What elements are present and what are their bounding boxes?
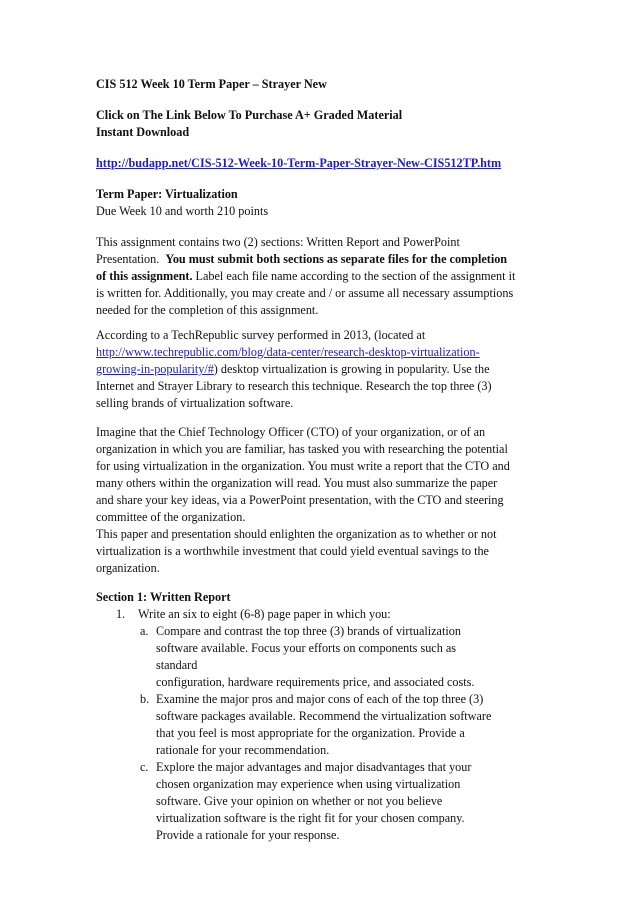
paragraph-imagine bbox=[96, 424, 542, 526]
para1-line: is written for. Additionally, you may create and / or assume all necessary assumptions bbox=[96, 286, 514, 300]
sub-line: software packages available. Recommend the virtualization software bbox=[156, 709, 492, 723]
purchase-line-1: Click on The Link Below To Purchase A+ Graded Material bbox=[96, 108, 403, 122]
section1-heading: Section 1: Written Report bbox=[96, 590, 231, 604]
document-title: CIS 512 Week 10 Term Paper – Strayer New bbox=[96, 77, 327, 91]
para1-text: Label each file name according to the section of the assignment it bbox=[195, 269, 516, 283]
para1-text: Presentation. bbox=[96, 252, 160, 266]
sub-item-b bbox=[140, 691, 496, 759]
para1-line bbox=[96, 251, 542, 268]
techrepublic-link[interactable]: http://www.techrepublic.com/blog/data-center/research-desktop-virtualization- bbox=[96, 345, 480, 359]
due-line: Due Week 10 and worth 210 points bbox=[96, 204, 269, 218]
para1-line: This assignment contains two (2) sections: Written Report and PowerPoint bbox=[96, 235, 460, 249]
para3-line: committee of the organization. bbox=[96, 510, 246, 524]
sub-line: Explore the major advantages and major disadvantages that your bbox=[156, 760, 472, 774]
para1-line: needed for the completion of this assignment. bbox=[96, 303, 319, 317]
sub-letter: c. bbox=[140, 760, 149, 774]
para4-line: This paper and presentation should enlighten the organization as to whether or not bbox=[96, 527, 497, 541]
sub-line: rationale for your recommendation. bbox=[156, 743, 330, 757]
para2-line: selling brands of virtualization software. bbox=[96, 396, 294, 410]
para2-line bbox=[96, 361, 542, 378]
para1-bold: You must submit both sections as separate files for the completion bbox=[165, 252, 508, 266]
sub-line: Compare and contrast the top three (3) brands of virtualization bbox=[156, 624, 461, 638]
para1-line bbox=[96, 268, 542, 285]
para2-line: Internet and Strayer Library to research this technique. Research the top three (3) bbox=[96, 379, 492, 393]
para3-line: Imagine that the Chief Technology Officer (CTO) of your organization, or of an bbox=[96, 425, 486, 439]
para1-bold: of this assignment. bbox=[96, 269, 193, 283]
sub-line: chosen organization may experience when using virtualization bbox=[156, 777, 461, 791]
para3-line: for using virtualization in the organization. You must write a report that the CTO and bbox=[96, 459, 510, 473]
sub-item-a bbox=[140, 623, 496, 691]
sub-line: configuration, hardware requirements price, and associated costs. bbox=[156, 675, 475, 689]
para3-line: organization in which you are familiar, has tasked you with researching the potential bbox=[96, 442, 508, 456]
paragraph-intro bbox=[96, 234, 542, 319]
sub-line: virtualization software is the right fit for your chosen company. bbox=[156, 811, 465, 825]
sub-line: that you feel is most appropriate for the organization. Provide a bbox=[156, 726, 465, 740]
para3-line: many others within the organization will read. You must also summarize the paper bbox=[96, 476, 498, 490]
para3-line: and share your key ideas, via a PowerPoint presentation, with the CTO and steering bbox=[96, 493, 504, 507]
sub-line: Provide a rationale for your response. bbox=[156, 828, 340, 842]
para4-line: virtualization is a worthwhile investment that could yield eventual savings to the bbox=[96, 544, 489, 558]
sub-line: software. Give your opinion on whether or not you believe bbox=[156, 794, 443, 808]
sub-line: Examine the major pros and major cons of each of the top three (3) bbox=[156, 692, 484, 706]
document-page bbox=[96, 76, 542, 844]
sub-item-c bbox=[140, 759, 496, 844]
product-link[interactable]: http://budapp.net/CIS-512-Week-10-Term-Paper-Strayer-New-CIS512TP.htm bbox=[96, 156, 502, 170]
paragraph-techrepublic bbox=[96, 327, 542, 412]
para2-text: ) desktop virtualization is growing in popularity. Use the bbox=[213, 362, 490, 376]
list-item-text: Write an six to eight (6-8) page paper in which you: bbox=[138, 607, 391, 621]
list-item bbox=[116, 606, 542, 623]
sub-line: software available. Focus your efforts on components such as standard bbox=[156, 641, 456, 672]
sub-letter: a. bbox=[140, 624, 149, 638]
term-paper-heading: Term Paper: Virtualization bbox=[96, 187, 238, 201]
paragraph-enlighten bbox=[96, 526, 542, 577]
sub-letter: b. bbox=[140, 692, 150, 706]
para2-line: According to a TechRepublic survey performed in 2013, (located at bbox=[96, 328, 426, 342]
list-number: 1. bbox=[116, 607, 126, 621]
para4-line: organization. bbox=[96, 561, 160, 575]
purchase-line-2: Instant Download bbox=[96, 125, 190, 139]
techrepublic-link-cont[interactable]: growing-in-popularity/# bbox=[96, 362, 214, 376]
